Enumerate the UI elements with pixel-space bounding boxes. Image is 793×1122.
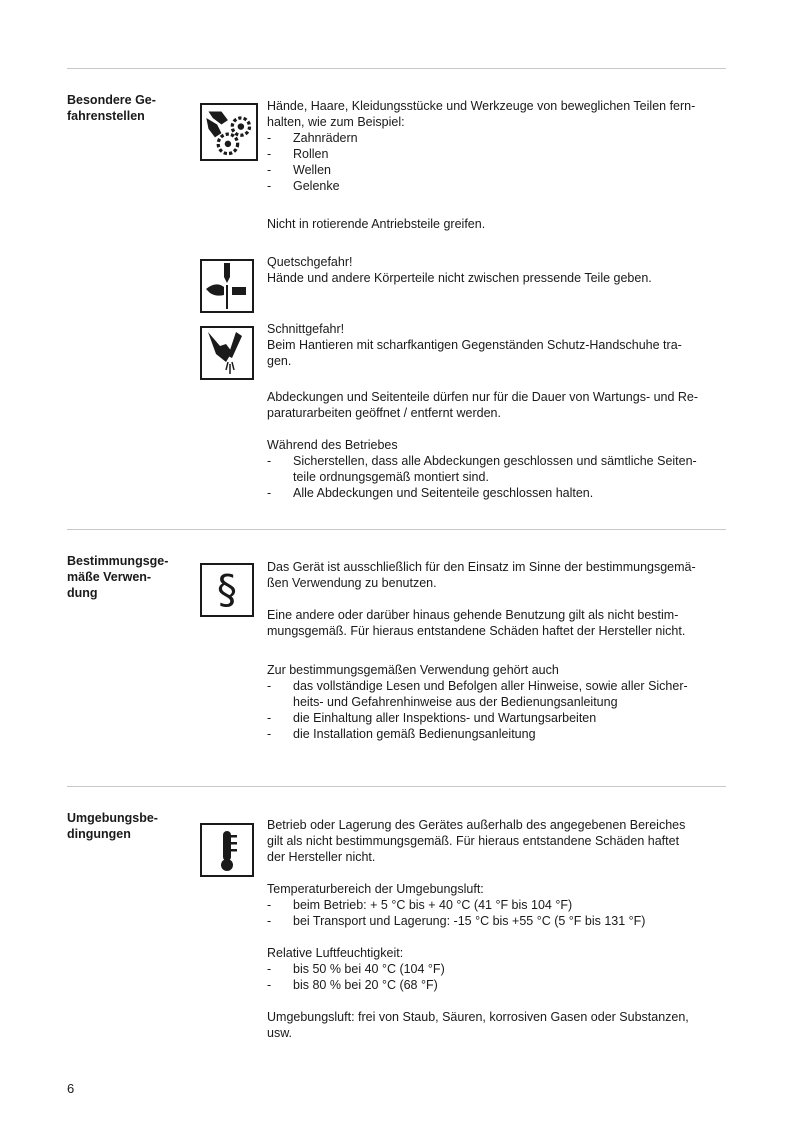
list-item: - die Einhaltung aller Inspektions- und Wartungsarbeiten: [267, 710, 727, 726]
list-item: - Alle Abdeckungen und Seitenteile geschlossen halten.: [267, 485, 727, 501]
section-heading-intended-use: Bestimmungsge- mäße Verwen- dung: [67, 554, 169, 600]
list-item: - bei Transport und Lagerung: -15 °C bis +55 °C (5 °F bis 131 °F): [267, 913, 727, 929]
moving-parts-intro: Hände, Haare, Kleidungsstücke und Werkzeuge von beweglichen Teilen fern- halten, wie zum Beispiel:: [267, 99, 696, 129]
list-item: - Zahnrädern: [267, 130, 727, 146]
moving-parts-list: [267, 130, 727, 194]
improper-use-text: Eine andere oder darüber hinaus gehende Benutzung gilt als nicht bestim- mungsgemäß. Für hieraus entstandene Schäden haftet der Hersteller nicht.: [267, 608, 686, 638]
list-item: - Gelenke: [267, 178, 727, 194]
temperature-range-title: Temperaturbereich der Umgebungsluft:: [267, 882, 484, 896]
list-item: - die Installation gemäß Bedienungsanleitung: [267, 726, 727, 742]
section-divider: [67, 529, 726, 530]
humidity-title: Relative Luftfeuchtigkeit:: [267, 946, 404, 960]
crush-hazard-text: Quetschgefahr! Hände und andere Körperteile nicht zwischen pressende Teile geben.: [267, 255, 652, 285]
list-item: - Rollen: [267, 146, 727, 162]
gear-entanglement-warning-icon: [200, 103, 258, 161]
covers-maintenance-text: Abdeckungen und Seitenteile dürfen nur für die Dauer von Wartungs- und Re- paraturarbeiten geöffnet / entfernt werden.: [267, 390, 699, 420]
intended-use-text: Das Gerät ist ausschließlich für den Einsatz im Sinne der bestimmungsgemä- ßen Verwendung zu benutzen.: [267, 560, 696, 590]
list-item: - Wellen: [267, 162, 727, 178]
section-divider: [67, 68, 726, 69]
cut-hazard-icon: [200, 326, 254, 380]
cut-hazard-text: Schnittgefahr! Beim Hantieren mit scharfkantigen Gegenständen Schutz-Handschuhe tra- gen.: [267, 322, 682, 368]
intended-use-list-title: Zur bestimmungsgemäßen Verwendung gehört auch: [267, 663, 559, 677]
list-item: - das vollständige Lesen und Befolgen aller Hinweise, sowie aller Sicher- heits- und Gefahrenhinweise aus der Bedienungsanleitung: [267, 678, 727, 710]
ambient-air-text: Umgebungsluft: frei von Staub, Säuren, korrosiven Gasen oder Substanzen, usw.: [267, 1010, 689, 1040]
during-operation-title: Während des Betriebes: [267, 438, 398, 452]
ambient-conditions-intro: Betrieb oder Lagerung des Gerätes außerhalb des angegebenen Bereiches gilt als nicht bestimmungsgemäß. Für hieraus entstandene Schäden haftet der Hersteller nicht.: [267, 818, 686, 864]
section-divider: [67, 786, 726, 787]
crush-hazard-icon: [200, 259, 254, 313]
section-heading-ambient-conditions: Umgebungsbe- dingungen: [67, 811, 158, 841]
rotating-parts-warning: Nicht in rotierende Antriebsteile greifen.: [267, 217, 486, 231]
list-item: - Sicherstellen, dass alle Abdeckungen geschlossen und sämtliche Seiten- teile ordnungsgemäß montiert sind.: [267, 453, 727, 485]
section-heading-special-hazards: Besondere Ge- fahrenstellen: [67, 93, 156, 123]
thermometer-icon: [200, 823, 254, 877]
paragraph-icon: §: [200, 563, 254, 617]
list-item: - bis 50 % bei 40 °C (104 °F): [267, 961, 727, 977]
list-item: - beim Betrieb: + 5 °C bis + 40 °C (41 °F bis 104 °F): [267, 897, 727, 913]
list-item: - bis 80 % bei 20 °C (68 °F): [267, 977, 727, 993]
page-number: 6: [67, 1081, 75, 1096]
